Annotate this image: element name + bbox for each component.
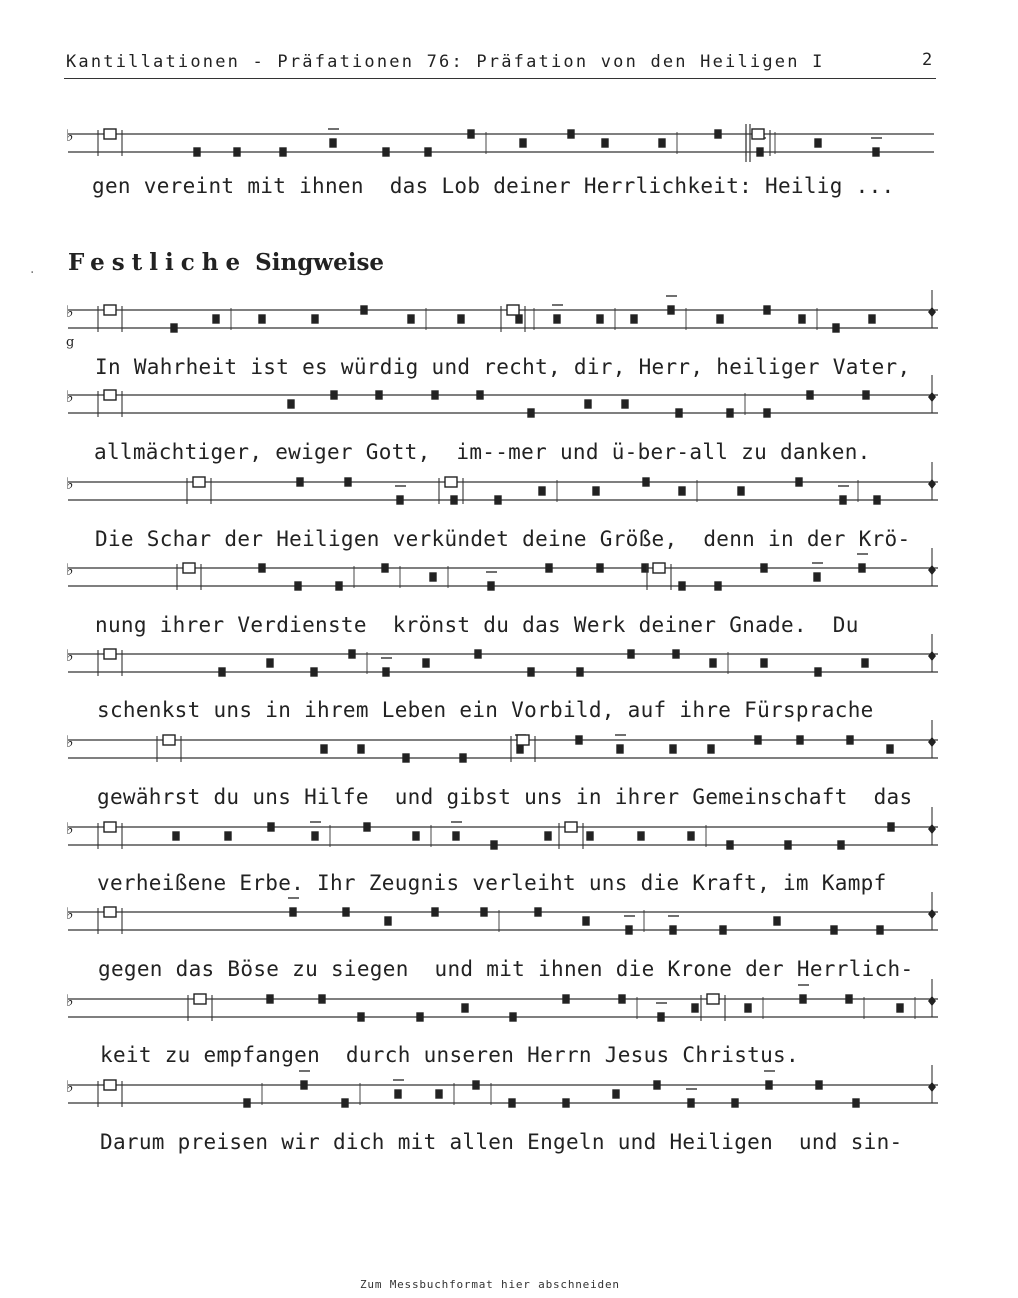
note: [430, 573, 436, 581]
note: [488, 582, 494, 590]
note: [173, 832, 179, 840]
note: [349, 650, 355, 658]
note: [831, 926, 837, 934]
note: [458, 315, 464, 323]
note: [495, 496, 501, 504]
note: [554, 315, 560, 323]
reciting-note: [507, 305, 519, 315]
note: [585, 400, 591, 408]
note: [873, 148, 879, 156]
note: [460, 754, 466, 762]
note: [219, 668, 225, 676]
note: [807, 391, 813, 399]
reciting-note: [193, 477, 205, 487]
note: [710, 659, 716, 667]
note: [764, 306, 770, 314]
note: [321, 745, 327, 753]
note: [432, 391, 438, 399]
note: [658, 1013, 664, 1021]
flat-clef: ♭: [66, 302, 74, 321]
note: [833, 324, 839, 332]
lyric-line: gewährst du uns Hilfe und gibst uns in ihrer Gemeinschaft das: [97, 785, 913, 809]
lyric-line: verheißene Erbe. Ihr Zeugnis verleiht uns die Kraft, im Kampf: [97, 871, 887, 895]
lyric-line: In Wahrheit ist es würdig und recht, dir, Herr, heiliger Vater,: [95, 355, 911, 379]
reciting-note: [104, 305, 116, 315]
note: [715, 582, 721, 590]
note: [715, 130, 721, 138]
note: [670, 745, 676, 753]
note: [213, 315, 219, 323]
note: [796, 478, 802, 486]
final-diamond: [928, 479, 936, 489]
note: [727, 841, 733, 849]
note: [280, 148, 286, 156]
note: [659, 139, 665, 147]
note: [869, 315, 875, 323]
flat-clef: ♭: [66, 560, 74, 579]
note: [225, 832, 231, 840]
note: [301, 1081, 307, 1089]
note: [676, 409, 682, 417]
note: [587, 832, 593, 840]
reciting-note: [104, 907, 116, 917]
note: [670, 926, 676, 934]
note: [840, 496, 846, 504]
note: [395, 1090, 401, 1098]
note: [668, 306, 674, 314]
clef-sub: g: [66, 335, 75, 350]
note: [383, 668, 389, 676]
chant-staff: [0, 728, 1018, 788]
note: [597, 564, 603, 572]
note: [638, 832, 644, 840]
note: [267, 995, 273, 1003]
chant-staff: [0, 298, 1018, 358]
note: [453, 832, 459, 840]
flat-clef: ♭: [66, 904, 74, 923]
note: [403, 754, 409, 762]
note: [764, 409, 770, 417]
note: [593, 487, 599, 495]
flat-clef: ♭: [66, 126, 74, 145]
note: [451, 496, 457, 504]
note: [692, 1004, 698, 1012]
final-diamond: [928, 392, 936, 402]
note: [510, 1013, 516, 1021]
note: [745, 1004, 751, 1012]
note: [613, 1090, 619, 1098]
note: [545, 832, 551, 840]
note: [761, 659, 767, 667]
flat-clef: ♭: [66, 819, 74, 838]
note: [234, 148, 240, 156]
cut-here-note: Zum Messbuchformat hier abschneiden: [360, 1278, 620, 1291]
section-title-spaced: Festliche: [68, 249, 248, 276]
note: [563, 995, 569, 1003]
reciting-note: [565, 822, 577, 832]
note: [874, 496, 880, 504]
note: [847, 736, 853, 744]
note: [631, 315, 637, 323]
note: [814, 573, 820, 581]
note: [766, 1081, 772, 1089]
note: [331, 391, 337, 399]
note: [509, 1099, 515, 1107]
note: [268, 823, 274, 831]
flat-clef: ♭: [66, 991, 74, 1010]
chant-staff: [0, 122, 1018, 182]
note: [288, 400, 294, 408]
note: [539, 487, 545, 495]
note: [397, 496, 403, 504]
margin-mark: ·: [30, 265, 35, 281]
chant-staff: [0, 470, 1018, 530]
header-rule: [64, 78, 936, 79]
flat-clef: ♭: [66, 1077, 74, 1096]
note: [358, 745, 364, 753]
note: [720, 926, 726, 934]
reciting-note: [104, 390, 116, 400]
reciting-note: [104, 1080, 116, 1090]
note: [563, 1099, 569, 1107]
lyric-line: gen vereint mit ihnen das Lob deiner Herrlichkeit: Heilig ...: [92, 174, 895, 198]
reciting-note: [183, 563, 195, 573]
note: [679, 582, 685, 590]
section-title: [68, 249, 384, 276]
note: [688, 832, 694, 840]
note: [361, 306, 367, 314]
reciting-note: [707, 994, 719, 1004]
final-diamond: [928, 909, 936, 919]
note: [732, 1099, 738, 1107]
note: [267, 659, 273, 667]
chant-staff: [0, 815, 1018, 875]
note: [413, 832, 419, 840]
note: [358, 1013, 364, 1021]
section-title-rest: Singweise: [255, 249, 385, 276]
chant-staff: [0, 556, 1018, 616]
note: [319, 995, 325, 1003]
lyric-line: nung ihrer Verdienste krönst du das Werk deiner Gnade. Du: [95, 613, 859, 637]
note: [859, 564, 865, 572]
note: [423, 659, 429, 667]
reciting-note: [752, 129, 764, 139]
note: [364, 823, 370, 831]
chant-staff: [0, 383, 1018, 443]
note: [799, 315, 805, 323]
note: [343, 908, 349, 916]
lyric-line: gegen das Böse zu siegen und mit ihnen die Krone der Herrlich-: [98, 957, 914, 981]
note: [312, 315, 318, 323]
reciting-note: [194, 994, 206, 1004]
page-header-title: Kantillationen - Präfationen 76: Präfation von den Heiligen I: [66, 52, 825, 72]
note: [863, 391, 869, 399]
note: [520, 139, 526, 147]
page-number: 2: [922, 50, 933, 70]
note: [171, 324, 177, 332]
note: [846, 995, 852, 1003]
note: [708, 745, 714, 753]
note: [838, 841, 844, 849]
note: [888, 823, 894, 831]
note: [785, 841, 791, 849]
lyric-line: keit zu empfangen durch unseren Herrn Jesus Christus.: [100, 1043, 799, 1067]
note: [259, 315, 265, 323]
lyric-line: Die Schar der Heiligen verkündet deine Größe, denn in der Krö-: [95, 527, 911, 551]
note: [468, 130, 474, 138]
note: [516, 315, 522, 323]
note: [887, 745, 893, 753]
note: [679, 487, 685, 495]
note: [408, 315, 414, 323]
final-diamond: [928, 737, 936, 747]
note: [477, 391, 483, 399]
lyric-line: schenkst uns in ihrem Leben ein Vorbild, auf ihre Fürsprache: [97, 698, 874, 722]
note: [336, 582, 342, 590]
note: [462, 1004, 468, 1012]
note: [546, 564, 552, 572]
note: [417, 1013, 423, 1021]
note: [757, 148, 763, 156]
note: [535, 908, 541, 916]
note: [688, 1099, 694, 1107]
note: [345, 478, 351, 486]
reciting-note: [104, 822, 116, 832]
note: [481, 908, 487, 916]
note: [436, 1090, 442, 1098]
flat-clef: ♭: [66, 732, 74, 751]
lyric-line: allmächtiger, ewiger Gott, im--mer und ü-ber-all zu danken.: [94, 440, 871, 464]
reciting-note: [104, 649, 116, 659]
note: [330, 139, 336, 147]
lyric-line: Darum preisen wir dich mit allen Engeln und Heiligen und sin-: [100, 1130, 903, 1154]
note: [897, 1004, 903, 1012]
flat-clef: ♭: [66, 474, 74, 493]
note: [385, 917, 391, 925]
note: [382, 564, 388, 572]
note: [797, 736, 803, 744]
note: [568, 130, 574, 138]
note: [602, 139, 608, 147]
note: [290, 908, 296, 916]
note: [311, 668, 317, 676]
reciting-note: [653, 563, 665, 573]
note: [259, 564, 265, 572]
note: [528, 668, 534, 676]
note: [475, 650, 481, 658]
note: [862, 659, 868, 667]
note: [853, 1099, 859, 1107]
note: [761, 564, 767, 572]
final-diamond: [928, 565, 936, 575]
note: [432, 908, 438, 916]
note: [654, 1081, 660, 1089]
note: [597, 315, 603, 323]
note: [312, 832, 318, 840]
final-diamond: [928, 651, 936, 661]
note: [425, 148, 431, 156]
note: [800, 995, 806, 1003]
note: [244, 1099, 250, 1107]
reciting-note: [163, 735, 175, 745]
chant-staff: [0, 642, 1018, 702]
reciting-note: [517, 735, 529, 745]
reciting-note: [445, 477, 457, 487]
final-diamond: [928, 307, 936, 317]
note: [297, 478, 303, 486]
note: [376, 391, 382, 399]
note: [491, 841, 497, 849]
note: [717, 315, 723, 323]
flat-clef: ♭: [66, 387, 74, 406]
note: [583, 917, 589, 925]
note: [815, 668, 821, 676]
note: [528, 409, 534, 417]
final-diamond: [928, 1082, 936, 1092]
final-diamond: [928, 996, 936, 1006]
note: [517, 745, 523, 753]
chant-staff: [0, 987, 1018, 1047]
note: [755, 736, 761, 744]
note: [576, 736, 582, 744]
note: [577, 668, 583, 676]
note: [673, 650, 679, 658]
note: [342, 1099, 348, 1107]
note: [774, 917, 780, 925]
reciting-note: [104, 129, 116, 139]
note: [194, 148, 200, 156]
note: [815, 139, 821, 147]
note: [877, 926, 883, 934]
note: [628, 650, 634, 658]
note: [816, 1081, 822, 1089]
chant-staff: [0, 900, 1018, 960]
note: [626, 926, 632, 934]
note: [295, 582, 301, 590]
note: [473, 1081, 479, 1089]
note: [617, 745, 623, 753]
flat-clef: ♭: [66, 646, 74, 665]
note: [619, 995, 625, 1003]
note: [738, 487, 744, 495]
note: [622, 400, 628, 408]
final-diamond: [928, 824, 936, 834]
chant-staff: [0, 1073, 1018, 1133]
note: [727, 409, 733, 417]
note: [383, 148, 389, 156]
note: [643, 478, 649, 486]
